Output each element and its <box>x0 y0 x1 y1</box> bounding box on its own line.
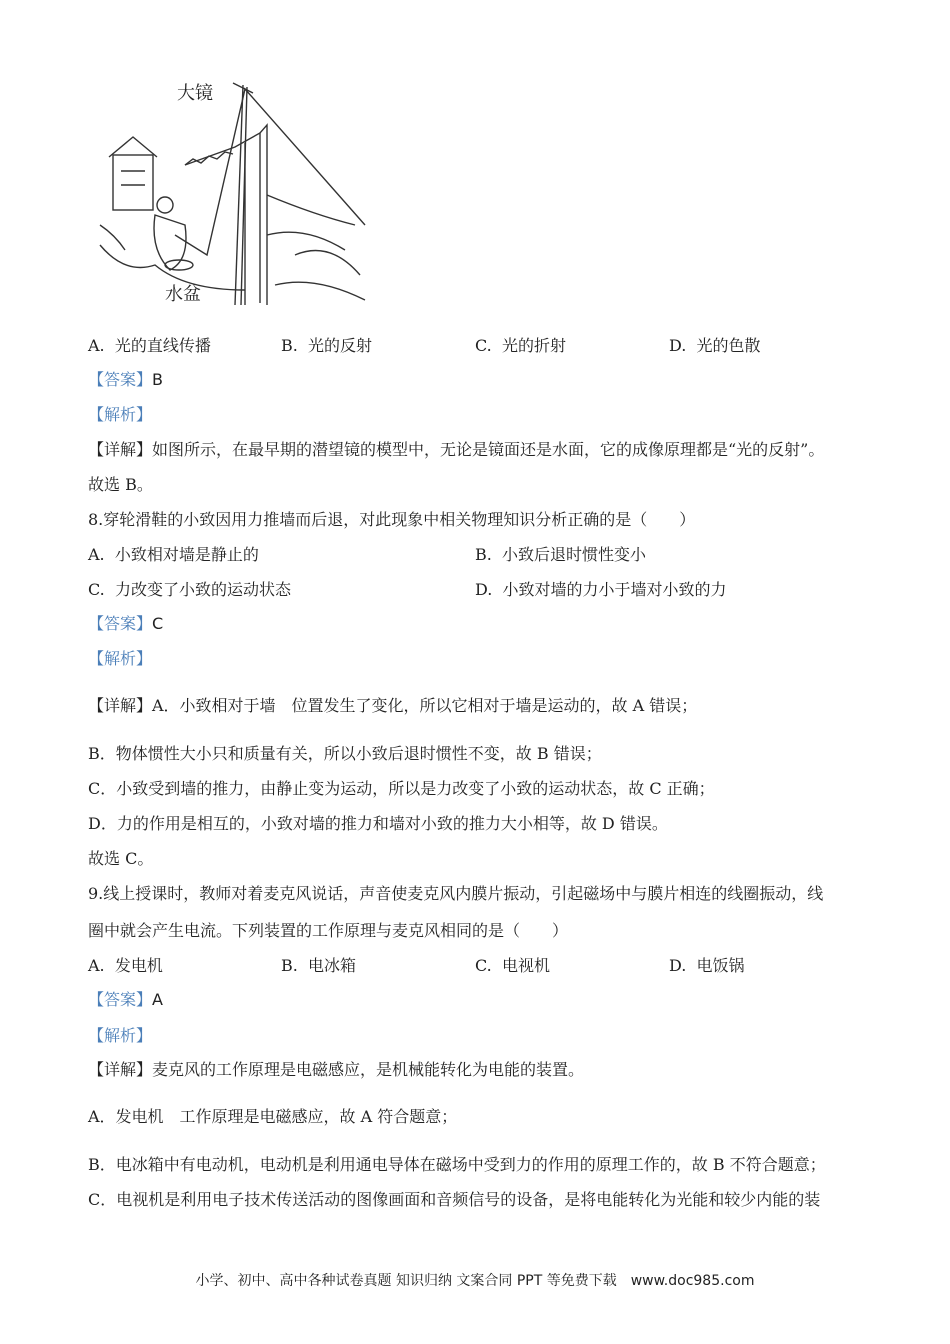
q9-answer: 【答案】A <box>88 990 163 1009</box>
q9-detail-line-3: B．电冰箱中有电动机，电动机是利用通电导体在磁场中受到力的作用的原理工作的，故 B 不符合题意； <box>88 1155 826 1174</box>
q7-option-c: C. 光的折射 <box>475 336 566 355</box>
mirror-label: 大镜 <box>177 83 213 104</box>
periscope-illustration <box>95 75 370 310</box>
q8-analysis-label: 【解析】 <box>88 649 153 668</box>
q9-option-b: B. 电冰箱 <box>281 956 357 975</box>
basin-label: 水盆 <box>165 284 201 305</box>
q7-conclusion: 故选 B。 <box>88 475 153 494</box>
q9-stem-line-1: 9.线上授课时，教师对着麦克风说话，声音使麦克风内膜片振动，引起磁场中与膜片相连的线圈振动，线 <box>88 884 824 903</box>
q8-option-b: B. 小致后退时惯性变小 <box>475 545 647 564</box>
q8-option-d: D. 小致对墙的力小于墙对小致的力 <box>475 580 727 599</box>
q7-option-d: D. 光的色散 <box>669 336 761 355</box>
q9-stem-line-2: 圈中就会产生电流。下列装置的工作原理与麦克风相同的是（ ） <box>88 921 569 940</box>
q9-option-c: C. 电视机 <box>475 956 550 975</box>
page-footer: 小学、初中、高中各种试卷真题 知识归纳 文案合同 PPT 等免费下载 www.doc985.com <box>195 1273 755 1289</box>
q9-detail-line-2: A．发电机 工作原理是电磁感应，故 A 符合题意； <box>88 1107 458 1126</box>
q8-detail-line-4: D．力的作用是相互的，小致对墙的推力和墙对小致的推力大小相等，故 D 错误。 <box>88 814 668 833</box>
q7-option-b: B. 光的反射 <box>281 336 373 355</box>
q7-detail: 【详解】如图所示，在最早期的潜望镜的模型中，无论是镜面还是水面，它的成像原理都是“光的反射”。 <box>88 440 825 459</box>
q7-analysis-label: 【解析】 <box>88 405 153 424</box>
q8-detail-line-1: 【详解】A．小致相对于墙 位置发生了变化，所以它相对于墙是运动的，故 A 错误； <box>88 696 698 715</box>
q9-option-d: D. 电饭锅 <box>669 956 745 975</box>
q7-option-a: A. 光的直线传播 <box>88 336 211 355</box>
q9-option-a: A. 发电机 <box>88 956 163 975</box>
q8-stem: 8.穿轮滑鞋的小致因用力推墙而后退，对此现象中相关物理知识分析正确的是（ ） <box>88 510 696 529</box>
q8-detail-line-3: C．小致受到墙的推力，由静止变为运动，所以是力改变了小致的运动状态，故 C 正确； <box>88 779 715 798</box>
q8-detail-line-2: B．物体惯性大小只和质量有关，所以小致后退时惯性不变，故 B 错误； <box>88 744 602 763</box>
periscope-sketch <box>95 75 370 310</box>
q8-conclusion: 故选 C。 <box>88 849 154 868</box>
q9-detail-line-1: 【详解】麦克风的工作原理是电磁感应，是机械能转化为电能的装置。 <box>88 1060 585 1079</box>
q8-answer: 【答案】C <box>88 614 164 633</box>
q8-option-c: C. 力改变了小致的运动状态 <box>88 580 291 599</box>
q7-answer: 【答案】B <box>88 370 163 389</box>
q8-option-a: A. 小致相对墙是静止的 <box>88 545 259 564</box>
q9-analysis-label: 【解析】 <box>88 1026 153 1045</box>
q9-detail-line-4: C．电视机是利用电子技术传送活动的图像画面和音频信号的设备，是将电能转化为光能和较少内能的装 <box>88 1190 821 1209</box>
